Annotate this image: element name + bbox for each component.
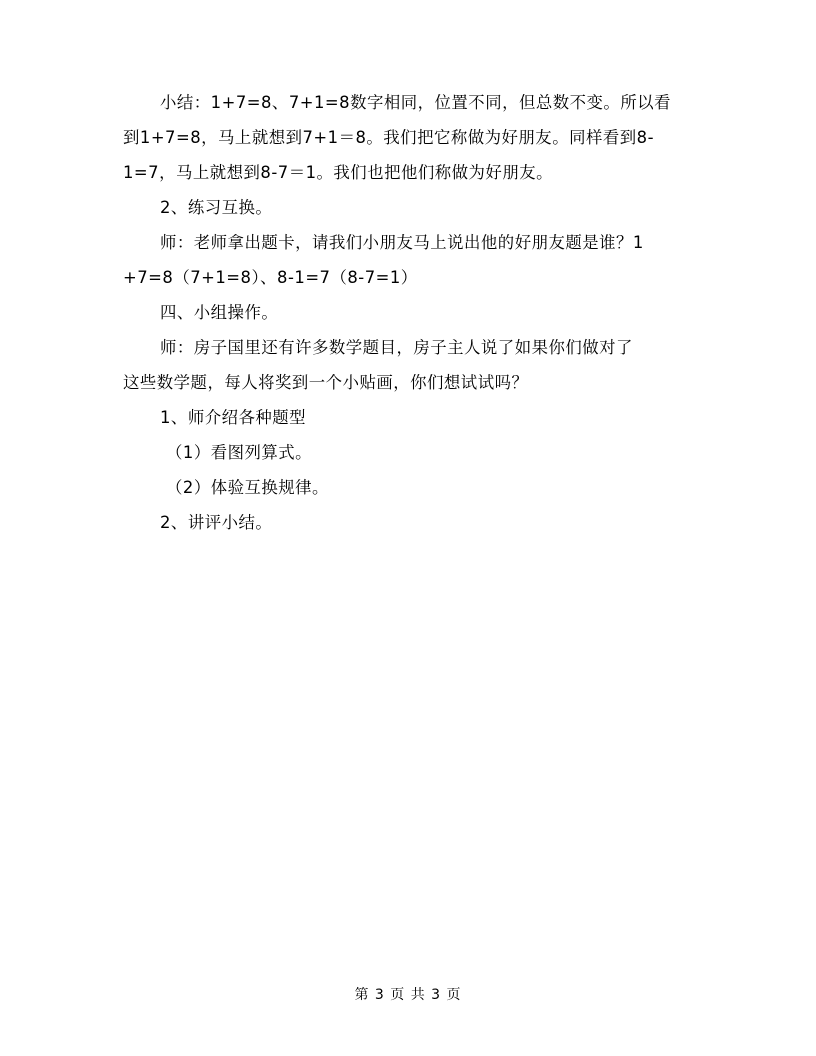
section-heading-group-work: 四、小组操作。: [160, 303, 279, 322]
page-footer: [0, 986, 816, 1004]
list-subitem-2: （2）体验互换规律。: [166, 478, 329, 497]
summary-paragraph-line-1: 小结：1+7=8、7+1=8数字相同，位置不同，但总数不变。所以看: [160, 93, 671, 112]
document-body: [123, 94, 695, 549]
teacher-paragraph-line-2: +7=8（7+1=8）、8-1=7（8-7=1）: [123, 268, 418, 287]
teacher-paragraph-line-1: 师：老师拿出题卡，请我们小朋友马上说出他的好朋友题是谁？1: [160, 233, 644, 252]
teacher-paragraph-2-line-1: 师：房子国里还有许多数学题目，房子主人说了如果你们做对了: [160, 338, 633, 357]
list-item-2: 2、讲评小结。: [160, 513, 273, 532]
summary-paragraph-line-3: 1=7，马上就想到8-7＝1。我们也把他们称做为好朋友。: [123, 163, 553, 182]
summary-paragraph-line-2: 到1+7=8，马上就想到7+1＝8。我们把它称做为好朋友。同样看到8-: [123, 128, 654, 147]
teacher-paragraph-2-line-2: 这些数学题，每人将奖到一个小贴画，你们想试试吗？: [123, 373, 529, 392]
section-heading-practice: 2、练习互换。: [160, 198, 273, 217]
list-item-1: 1、师介绍各种题型: [160, 408, 307, 427]
list-subitem-1: （1）看图列算式。: [166, 443, 313, 462]
page-number-label: 第 3 页 共 3 页: [354, 987, 462, 1003]
